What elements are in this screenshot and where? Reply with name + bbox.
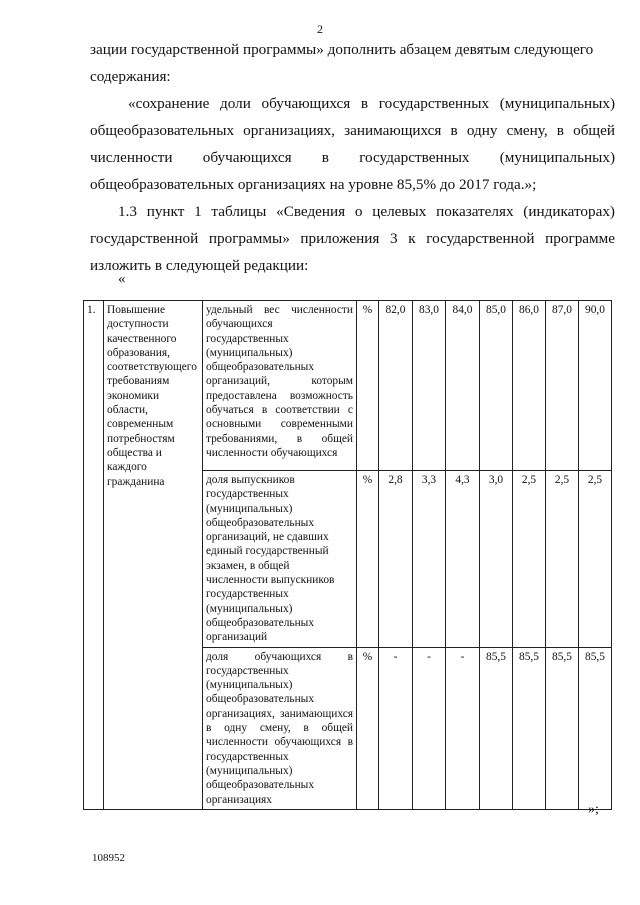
row-number-cell: 1. (84, 301, 104, 810)
value-cell: 86,0 (513, 301, 546, 471)
paragraph-quote: «сохранение доли обучающихся в государственных (муниципальных) общеобразовательных организациях, занимающихся в одну смену, в общей численности обучающихся в государственных (муниципальных) общеобразовательных организациях на уровне 85,5% до 2017 года.»; (90, 95, 615, 193)
value-cell: 2,8 (379, 471, 413, 648)
value-cell: 4,3 (446, 471, 480, 648)
closing-quote-mark: »; (588, 802, 599, 817)
indicators-table (83, 300, 612, 810)
indicator-cell: доля выпускников государственных (муниципальных) общеобразовательных организаций, не сдавших единый государственный экзамен, в общей численности выпускников государственных (муниципальных) общеобразовательных организаций (203, 471, 357, 648)
paragraph-instruction: 1.3 пункт 1 таблицы «Сведения о целевых показателях (индикаторах) государственной программы» приложения 3 к государственной программе изложить в следующей редакции: (90, 203, 615, 274)
value-cell: 85,5 (513, 647, 546, 809)
value-cell: 2,5 (513, 471, 546, 648)
goal-cell: Повышение доступности качественного образования, соответствующего требованиям экономики области, современным потребностям общества и каждого гражданина (104, 301, 203, 810)
value-cell: 83,0 (413, 301, 446, 471)
unit-cell: % (357, 647, 379, 809)
value-cell: 82,0 (379, 301, 413, 471)
value-cell: 84,0 (446, 301, 480, 471)
page-number: 2 (317, 22, 323, 36)
value-cell: 3,0 (480, 471, 513, 648)
value-cell: 2,5 (579, 471, 612, 648)
document-code: 108952 (92, 852, 125, 864)
paragraph-continuation: зации государственной программы» дополнить абзацем девятым следующего содержания: (90, 41, 594, 85)
unit-cell: % (357, 471, 379, 648)
value-cell: 85,5 (579, 647, 612, 809)
value-cell: 85,5 (480, 647, 513, 809)
unit-cell: % (357, 301, 379, 471)
indicator-cell: доля обучающихся в государственных (муниципальных) общеобразовательных организациях, занимающихся в одну смену, в общей численности обучающихся в государственных (муниципальных) общеобразовательных организациях (203, 647, 357, 809)
value-cell: - (413, 647, 446, 809)
value-cell: 2,5 (546, 471, 579, 648)
value-cell: 85,5 (546, 647, 579, 809)
table-row (84, 301, 612, 471)
value-cell: 85,0 (480, 301, 513, 471)
indicator-cell: удельный вес численности обучающихся государственных (муниципальных) общеобразовательных организаций, которым предоставлена возможность обучаться в соответствии с основными современными требованиями, в общей численности обучающихся (203, 301, 357, 471)
value-cell: 87,0 (546, 301, 579, 471)
value-cell: - (446, 647, 480, 809)
value-cell: 90,0 (579, 301, 612, 471)
opening-quote-mark: « (118, 271, 126, 287)
value-cell: - (379, 647, 413, 809)
value-cell: 3,3 (413, 471, 446, 648)
